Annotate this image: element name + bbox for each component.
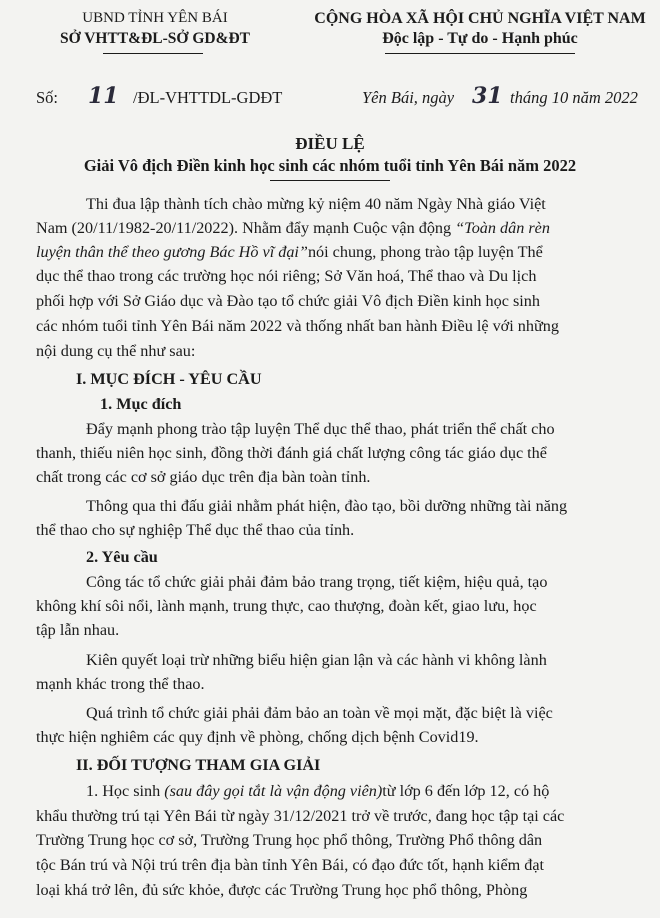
date-day-handwritten: 31	[472, 83, 503, 109]
intro-line: các nhóm tuổi tỉnh Yên Bái năm 2022 và thống nhất ban hành Điều lệ với những	[36, 317, 559, 335]
doc-number-handwritten: 11	[88, 83, 119, 109]
body-line: tập lẫn nhau.	[36, 621, 120, 639]
subsection-heading-requirements: 2. Yêu cầu	[86, 548, 158, 566]
issuer-line2: SỞ VHTT&ĐL-SỞ GD&ĐT	[59, 30, 251, 47]
intro-line: luyện thân thể theo gương Bác Hồ vĩ đại”nói chung, phong trào tập luyện Thể	[36, 243, 543, 261]
body-line: Trường Trung học cơ sở, Trường Trung học phổ thông, Trường Phổ thông dân	[36, 831, 543, 849]
title-underline	[270, 180, 390, 181]
body-line: mạnh khác trong thể thao.	[36, 675, 205, 693]
body-line: Quá trình tổ chức giải phải đảm bảo an toàn về mọi mặt, đặc biệt là việc	[86, 704, 553, 722]
issuer-underline	[103, 53, 203, 54]
national-motto: Độc lập - Tự do - Hạnh phúc	[382, 30, 578, 47]
body-line: khẩu thường trú tại Yên Bái từ ngày 31/12/2021 trở về trước, đang học tập tại các	[36, 807, 565, 825]
doc-number-label: Số:	[36, 88, 59, 107]
section-heading-2: II. ĐỐI TƯỢNG THAM GIA GIẢI	[76, 756, 321, 774]
intro-line: Nam (20/11/1982-20/11/2022). Nhằm đẩy mạnh Cuộc vận động “Toàn dân rèn	[36, 219, 550, 237]
doc-title: ĐIỀU LỆ	[295, 134, 365, 153]
motto-underline	[385, 53, 575, 54]
body-line: loại khá trở lên, đủ sức khỏe, được các Trường Trung học phổ thông, Phòng	[36, 881, 528, 899]
body-line: thanh, thiếu niên học sinh, đồng thời đánh giá chất lượng công tác giáo dục thể	[36, 444, 547, 462]
doc-number-suffix: /ĐL-VHTTDL-GDĐT	[133, 88, 283, 107]
body-line: Thông qua thi đấu giải nhằm phát hiện, đào tạo, bồi dưỡng những tài năng	[86, 497, 568, 515]
body-line: tộc Bán trú và Nội trú trên địa bàn tỉnh Yên Bái, có đạo đức tốt, hạnh kiểm đạt	[36, 856, 545, 874]
date-suffix: tháng 10 năm 2022	[510, 88, 638, 107]
national-title: CỘNG HÒA XÃ HỘI CHỦ NGHĨA VIỆT NAM	[314, 10, 646, 27]
body-line: Kiên quyết loại trừ những biểu hiện gian lận và các hành vi không lành	[86, 651, 547, 669]
body-line: 1. Học sinh (sau đây gọi tắt là vận động viên)từ lớp 6 đến lớp 12, có hộ	[86, 782, 550, 800]
section-heading-1: I. MỤC ĐÍCH - YÊU CẦU	[76, 370, 262, 388]
intro-line: phối hợp với Sở Giáo dục và Đào tạo tổ chức giải Vô địch Điền kinh học sinh	[36, 292, 540, 310]
body-line: thể thao cho sự nghiệp Thể dục thể thao của tỉnh.	[36, 521, 355, 539]
body-line: chất trong các cơ sở giáo dục trên địa bàn toàn tỉnh.	[36, 468, 371, 486]
body-line: không khí sôi nổi, lành mạnh, trung thực, cao thượng, đoàn kết, giao lưu, học	[36, 597, 537, 615]
subsection-heading-purpose: 1. Mục đích	[100, 395, 182, 413]
intro-line: nội dung cụ thể như sau:	[36, 342, 196, 360]
date-prefix: Yên Bái, ngày	[362, 88, 455, 107]
body-line: Công tác tổ chức giải phải đảm bảo trang trọng, tiết kiệm, hiệu quả, tạo	[86, 573, 548, 591]
doc-subtitle: Giải Vô địch Điền kinh học sinh các nhóm tuổi tỉnh Yên Bái năm 2022	[83, 156, 577, 175]
intro-line: dục thể thao trong các trường học nói riêng; Sở Văn hoá, Thể thao và Du lịch	[36, 267, 537, 285]
body-line: Đẩy mạnh phong trào tập luyện Thể dục thể thao, phát triển thể chất cho	[86, 420, 555, 438]
body-line: thực hiện nghiêm các quy định về phòng, chống dịch bệnh Covid19.	[36, 728, 479, 746]
intro-line: Thi đua lập thành tích chào mừng kỷ niệm 40 năm Ngày Nhà giáo Việt	[86, 195, 546, 213]
issuer-line1: UBND TỈNH YÊN BÁI	[82, 10, 228, 26]
